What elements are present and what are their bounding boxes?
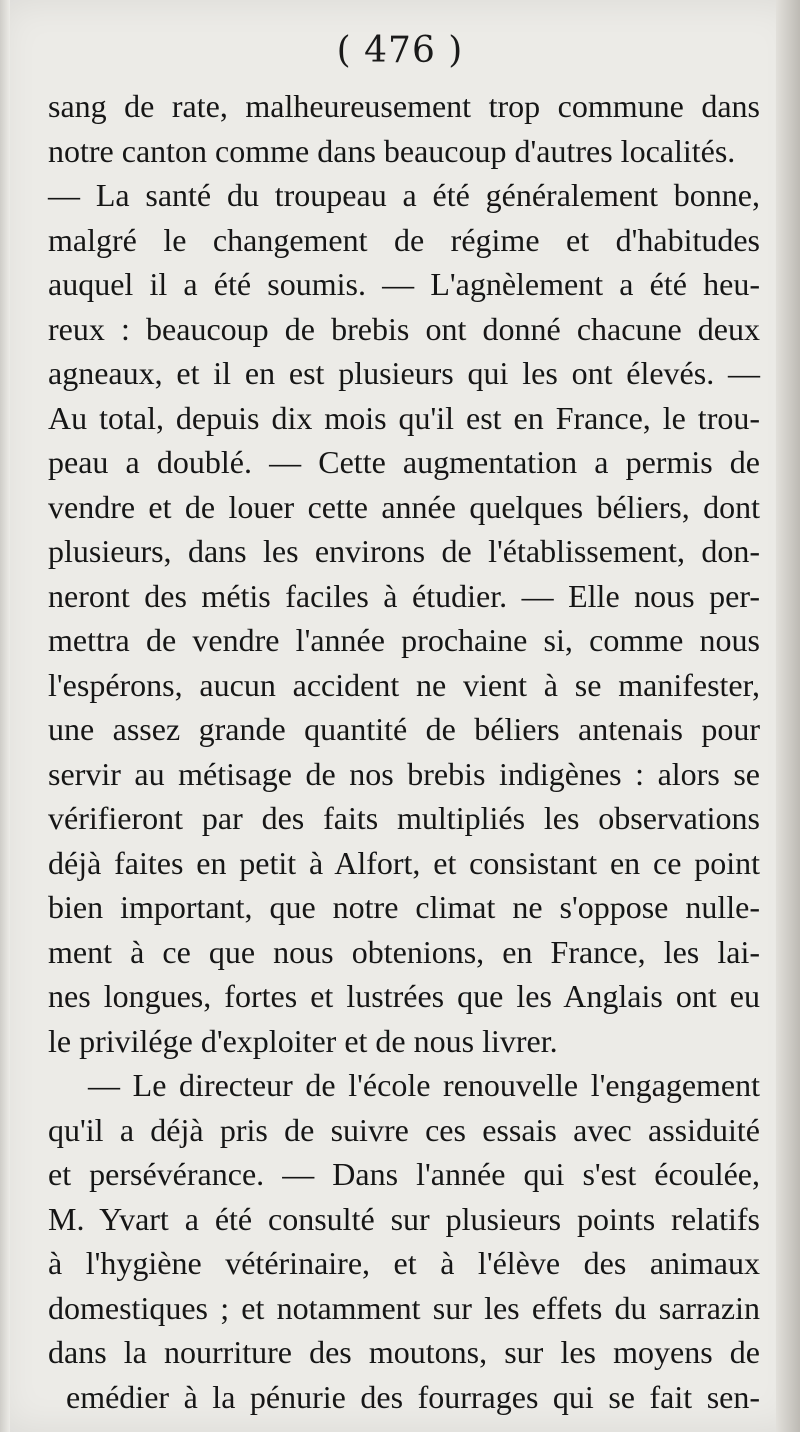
- text-line: servir au métisage de nos brebis indigènes : alors se: [48, 755, 760, 792]
- text-line: bien important, que notre climat ne s'oppose nulle-: [48, 889, 760, 925]
- text-line: Au total, depuis dix mois qu'il est en France, le trou-: [48, 399, 760, 436]
- text-line: — Le directeur de l'école renouvelle l'engagement: [88, 1067, 760, 1103]
- text-line: l'espérons, aucun accident ne vient à se manifester,: [48, 666, 760, 703]
- text-line: emédier à la pénurie des fourrages qui se fait sen-: [66, 1378, 760, 1415]
- text-line: reux : beaucoup de brebis ont donné chacune deux: [48, 310, 760, 347]
- page-right-edge: [776, 0, 800, 1432]
- text-line: une assez grande quantité de béliers antenais pour: [48, 711, 760, 747]
- text-line: le privilége d'exploiter et de nous livrer.: [48, 1022, 558, 1059]
- text-line: et persévérance. — Dans l'année qui s'est écoulée,: [48, 1156, 760, 1192]
- text-line: nes longues, fortes et lustrées que les Anglais ont eu: [48, 978, 760, 1014]
- body-text: [48, 84, 760, 1419]
- text-line: plusieurs, dans les environs de l'établissement, don-: [48, 533, 760, 569]
- text-line: neront des métis faciles à étudier. — Elle nous per-: [48, 577, 760, 614]
- text-line: auquel il a été soumis. — L'agnèlement a été heu-: [48, 266, 760, 302]
- text-line: agneaux, et il en est plusieurs qui les ont élevés. —: [48, 355, 760, 391]
- text-line: sang de rate, malheureusement trop commune dans: [48, 88, 760, 124]
- page-left-edge: [0, 0, 10, 1432]
- page-number: ( 476 ): [336, 30, 464, 71]
- text-line: M. Yvart a été consulté sur plusieurs points relatifs: [48, 1200, 760, 1237]
- text-line: qu'il a déjà pris de suivre ces essais avec assiduité: [48, 1111, 760, 1148]
- text-line: vendre et de louer cette année quelques béliers, dont: [48, 488, 760, 525]
- text-line: mettra de vendre l'année prochaine si, comme nous: [48, 622, 760, 658]
- text-line: à l'hygiène vétérinaire, et à l'élève des animaux: [48, 1245, 760, 1281]
- text-line: vérifieront par des faits multipliés les observations: [48, 800, 760, 836]
- text-line: ment à ce que nous obtenions, en France, les lai-: [48, 933, 760, 970]
- text-line: déjà faites en petit à Alfort, et consistant en ce point: [48, 844, 760, 881]
- text-line: domestiques ; et notamment sur les effets du sarrazin: [48, 1289, 760, 1326]
- text-line: peau a doublé. — Cette augmentation a permis de: [48, 444, 760, 480]
- text-line: dans la nourriture des moutons, sur les moyens de: [48, 1334, 760, 1370]
- text-line: — La santé du troupeau a été généralement bonne,: [48, 177, 760, 213]
- text-line: malgré le changement de régime et d'habitudes: [48, 221, 760, 258]
- text-line: notre canton comme dans beaucoup d'autres localités.: [48, 132, 736, 169]
